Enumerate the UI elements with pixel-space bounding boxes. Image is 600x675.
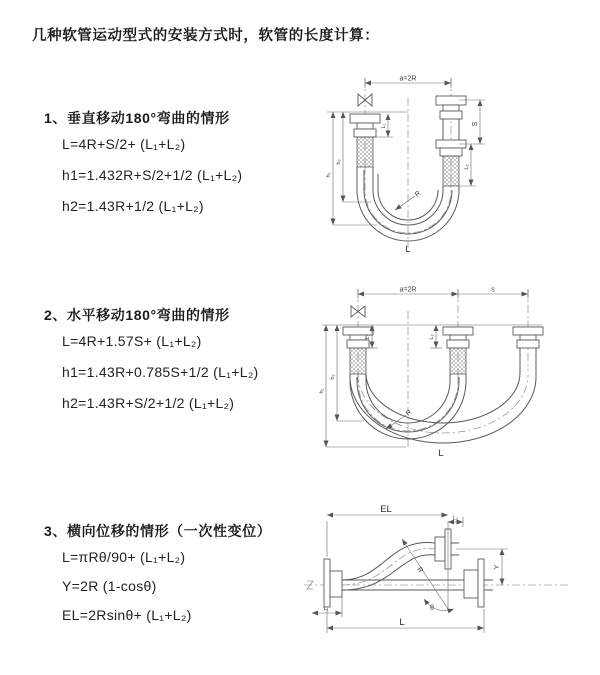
d3-dim-label-y: Y <box>494 564 501 570</box>
section-1-heading: 1、垂直移动180°弯曲的情形 <box>44 110 230 126</box>
section-3-heading: 3、横向位移的情形（一次性变位） <box>44 523 272 539</box>
d1-braided-hose-left <box>357 137 373 167</box>
d2-dim-label-l1: L₁ <box>365 334 371 340</box>
section-3-formula-L: L=πRθ/90+ (L₁+L₂) <box>62 549 186 565</box>
section-2-formula-h2: h2=1.43R+S/2+1/2 (L₁+L₂) <box>62 395 235 411</box>
d2-dim-label-r: R <box>404 408 414 418</box>
section-1-formula-h2: h2=1.43R+1/2 (L₁+L₂) <box>62 198 204 214</box>
d1-dim-label-s: S <box>472 121 479 127</box>
d1-dim-label-h2: h₂ <box>336 159 342 165</box>
section-2-formula-h1: h1=1.43R+0.785S+1/2 (L₁+L₂) <box>62 364 259 380</box>
d3-dim-label-r: R <box>415 566 424 575</box>
diagram-2-horizontal-bend <box>310 281 568 459</box>
d3-dim-label-l: L <box>399 617 405 628</box>
d2-braided-hose-middle <box>450 348 466 374</box>
section-1-formula-h1: h1=1.432R+S/2+1/2 (L₁+L₂) <box>62 167 243 183</box>
d2-dim-label-h1: h₁ <box>319 388 325 394</box>
d1-dim-label-a2r: a=2R <box>399 75 417 83</box>
section-2-formula-L: L=4R+1.57S+ (L₁+L₂) <box>62 333 202 349</box>
d3-left-flange <box>324 559 342 607</box>
d1-dim-label-l2: L₂ <box>464 164 470 170</box>
d3-dim-label-el: EL <box>380 504 392 515</box>
section-3-formula-EL: EL=2Rsinθ+ (L₁+L₂) <box>62 607 192 623</box>
d1-left-fitting <box>350 114 380 167</box>
d2-dim-label-s: s <box>491 286 495 294</box>
d2-dim-label-h2: h₂ <box>330 374 336 380</box>
diagram-3-lateral-displacement <box>296 497 585 655</box>
d2-centerlines <box>358 286 528 449</box>
d2-dim-label-l: L <box>438 448 444 459</box>
page-title: 几种软管运动型式的安装方式时，软管的长度计算： <box>32 28 380 44</box>
d2-dim-label-a2r: a=2R <box>399 286 417 294</box>
d2-braided-hose-left <box>350 348 366 374</box>
d1-dim-label-h1: h₁ <box>326 172 332 178</box>
section-2-heading: 2、水平移动180°弯曲的情形 <box>44 307 230 323</box>
d1-dim-label-l: L <box>405 244 411 255</box>
d3-right-flange <box>464 559 493 607</box>
d2-dim-label-l2: L₂ <box>429 334 435 340</box>
d1-dim-label-r: R <box>413 189 423 199</box>
d1-dim-label-l1: L₁ <box>381 123 387 129</box>
section-3-formula-Y: Y=2R (1-cosθ) <box>62 578 157 594</box>
d2-hose-position-2 <box>350 348 536 443</box>
d3-dim-label-l2: L₂ <box>452 515 459 522</box>
d1-right-fitting <box>436 96 466 186</box>
d3-dim-label-theta: θ <box>430 605 434 612</box>
d3-elevated-flange <box>435 529 459 569</box>
section-1-formula-L: L=4R+S/2+ (L₁+L₂) <box>62 136 186 152</box>
d1-braided-hose-right <box>443 156 459 186</box>
d3-dim-label-l1: L₁ <box>323 606 329 612</box>
d2-fittings <box>322 325 543 374</box>
diagram-1-vertical-bend <box>313 70 558 262</box>
